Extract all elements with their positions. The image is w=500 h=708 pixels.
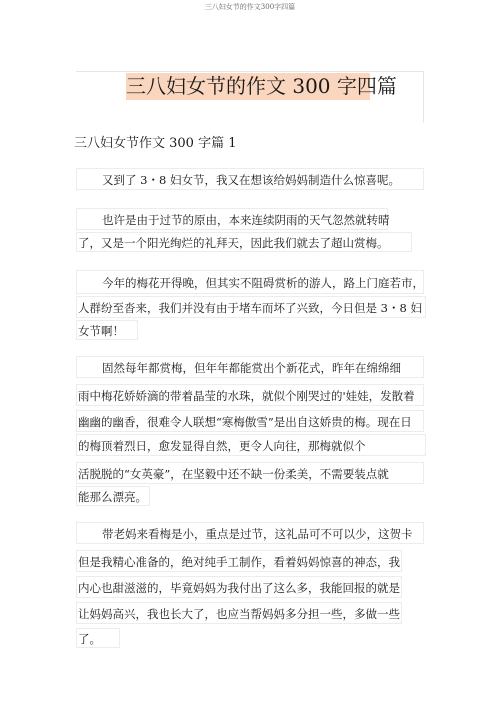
body-line: 但是我精心准备的，绝对纯手工制作，看着妈妈惊喜的神态，我 <box>78 555 400 569</box>
body-line: 今年的梅花开得晚，但其实不阻碍赏析的游人，路上门庭若市， <box>102 276 424 290</box>
body-line: 幽幽的幽香，很难令人联想“寒梅傲雪”是出自这娇贵的梅。现在日 <box>78 415 412 429</box>
body-line: 的梅顶着烈日，愈发显得自然，更令人向往，那梅就似个 <box>78 439 366 453</box>
body-line: 了，又是一个阳光绚烂的礼拜天，因此我们就去了超山赏梅。 <box>78 236 389 250</box>
body-line: 带老妈来看梅是小，重点是过节，这礼品可不可以少，这贺卡 <box>102 527 413 541</box>
body-line: 了。 <box>78 632 101 646</box>
body-line: 又到了 3・8 妇女节，我又在想该给妈妈制造什么惊喜呢。 <box>102 173 400 187</box>
document-title: 三八妇女节的作文 300 字四篇 <box>126 74 397 98</box>
body-line: 内心也甜滋滋的，毕竟妈妈为我付出了这么多，我能回报的就是 <box>78 581 400 595</box>
body-line: 人群纷至沓来，我们并没有由于堵车而坏了兴致，今日但是 3・8 妇 <box>78 301 422 315</box>
body-line: 让妈妈高兴，我也长大了，也应当帮妈妈多分担一些，多做一些 <box>78 607 400 621</box>
body-line: 雨中梅花娇娇滴的带着晶莹的水珠，就似个刚哭过的'娃娃，发散着 <box>78 389 415 403</box>
body-line: 也许是由于过节的原由，本来连续阴雨的天气忽然就转晴 <box>102 213 390 227</box>
body-line: 固然每年都赏梅，但年年都能赏出个新花式，昨年在绵绵细 <box>102 361 401 375</box>
section-heading: 三八妇女节作文 300 字篇 1 <box>74 136 237 151</box>
body-line: 活脱脱的“女英豪”，在坚毅中还不缺一份柔美，不需要装点就 <box>78 467 389 481</box>
body-line: 能那么漂亮。 <box>78 490 147 504</box>
page-header: 三八妇女节的作文300字四篇 <box>204 3 296 11</box>
body-line: 女节啊！ <box>78 324 124 338</box>
